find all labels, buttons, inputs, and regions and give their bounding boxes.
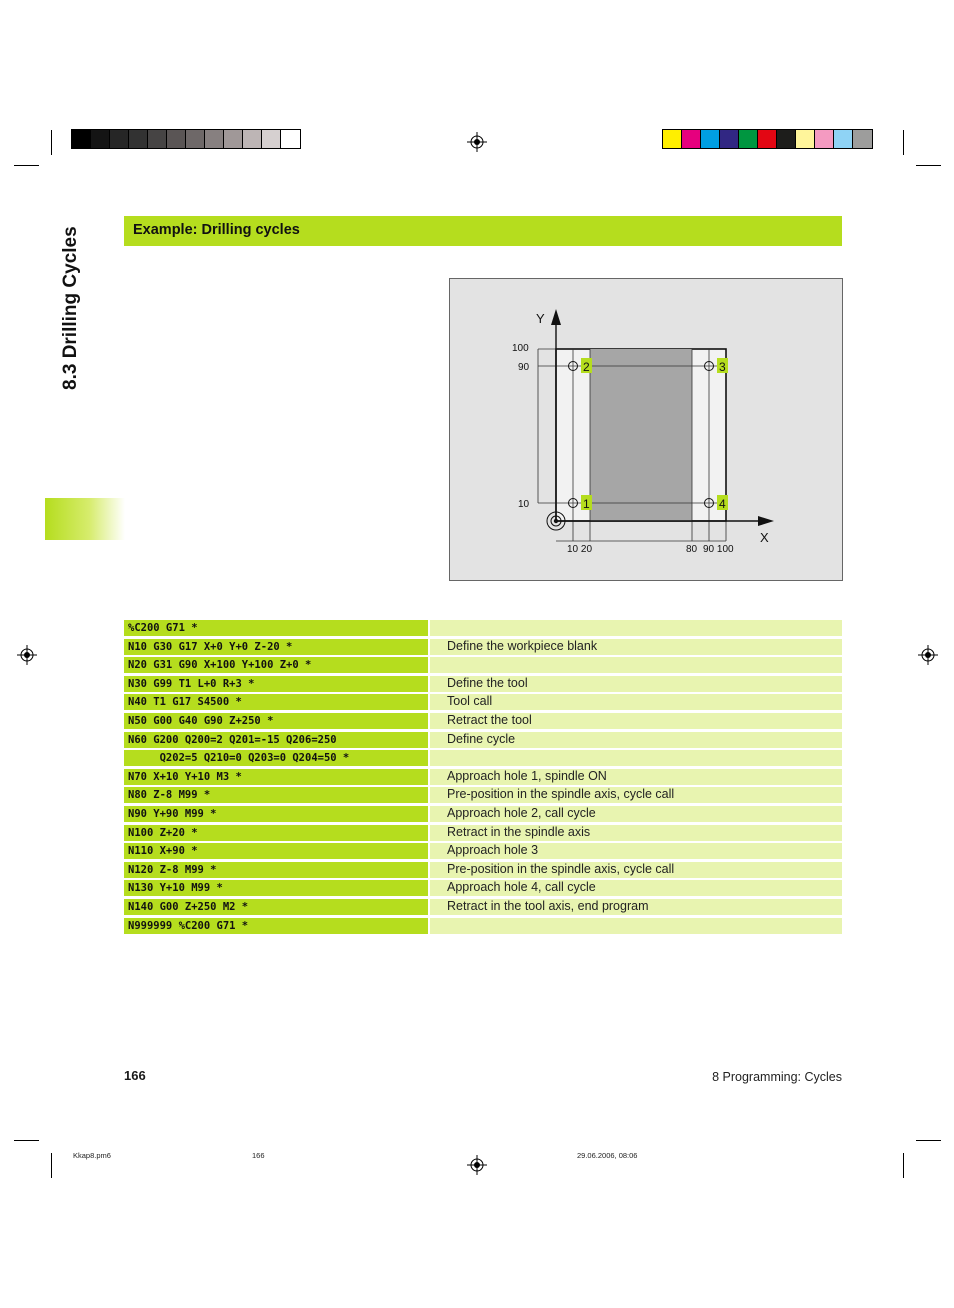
color-swatch bbox=[110, 130, 129, 148]
color-swatch bbox=[243, 130, 262, 148]
hole-label: 4 bbox=[719, 497, 726, 511]
color-swatch bbox=[682, 130, 701, 148]
nc-comment: Define the tool bbox=[430, 676, 842, 692]
nc-code-line: N40 T1 G17 S4500 * bbox=[124, 694, 428, 710]
hole-label: 3 bbox=[719, 360, 726, 374]
program-row bbox=[124, 713, 842, 732]
color-swatch bbox=[224, 130, 243, 148]
y-tick-label: 10 bbox=[518, 499, 530, 510]
nc-code-line: %C200 G71 * bbox=[124, 620, 428, 636]
registration-target-icon bbox=[17, 645, 37, 665]
color-swatch bbox=[262, 130, 281, 148]
nc-code-line: N130 Y+10 M99 * bbox=[124, 880, 428, 896]
program-row bbox=[124, 694, 842, 713]
program-row bbox=[124, 620, 842, 639]
nc-code-line: N60 G200 Q200=2 Q201=-15 Q206=250 bbox=[124, 732, 428, 748]
color-swatch bbox=[91, 130, 110, 148]
nc-code-line: N100 Z+20 * bbox=[124, 825, 428, 841]
program-row bbox=[124, 732, 842, 751]
y-axis-label: Y bbox=[536, 311, 545, 326]
crop-mark bbox=[14, 165, 39, 166]
nc-comment: Approach hole 3 bbox=[430, 843, 842, 859]
crop-mark bbox=[916, 165, 941, 166]
color-swatch bbox=[186, 130, 205, 148]
y-axis-arrow-icon bbox=[551, 309, 561, 325]
crop-mark bbox=[916, 1140, 941, 1141]
sidebar-section-title: 8.3 Drilling Cycles bbox=[60, 226, 81, 390]
color-swatch bbox=[758, 130, 777, 148]
nc-code-line: N50 G00 G40 G90 Z+250 * bbox=[124, 713, 428, 729]
y-tick-label: 100 bbox=[512, 343, 529, 354]
nc-comment: Approach hole 4, call cycle bbox=[430, 880, 842, 896]
nc-program-table bbox=[124, 620, 842, 936]
slug-timestamp: 29.06.2006, 08:06 bbox=[577, 1151, 638, 1160]
registration-target-icon bbox=[918, 645, 938, 665]
nc-code-line: N999999 %C200 G71 * bbox=[124, 918, 428, 934]
section-title: Example: Drilling cycles bbox=[133, 222, 300, 238]
workpiece-pocket bbox=[590, 349, 692, 521]
color-swatch bbox=[148, 130, 167, 148]
program-row bbox=[124, 657, 842, 676]
nc-comment bbox=[430, 918, 842, 934]
registration-target-icon bbox=[467, 132, 487, 152]
nc-code-line: N90 Y+90 M99 * bbox=[124, 806, 428, 822]
program-row bbox=[124, 787, 842, 806]
program-row bbox=[124, 825, 842, 844]
nc-comment: Approach hole 2, call cycle bbox=[430, 806, 842, 822]
nc-comment: Tool call bbox=[430, 694, 842, 710]
color-swatch bbox=[205, 130, 224, 148]
program-row bbox=[124, 899, 842, 918]
program-row bbox=[124, 843, 842, 862]
nc-comment: Approach hole 1, spindle ON bbox=[430, 769, 842, 785]
grayscale-color-bar bbox=[71, 129, 301, 149]
color-swatch bbox=[796, 130, 815, 148]
color-swatch bbox=[777, 130, 796, 148]
nc-code-line: N10 G30 G17 X+0 Y+0 Z-20 * bbox=[124, 639, 428, 655]
nc-comment bbox=[430, 657, 842, 673]
crop-mark bbox=[903, 1153, 904, 1178]
nc-comment: Pre-position in the spindle axis, cycle call bbox=[430, 862, 842, 878]
program-row bbox=[124, 639, 842, 658]
program-row bbox=[124, 880, 842, 899]
nc-code-line: N80 Z-8 M99 * bbox=[124, 787, 428, 803]
color-swatch bbox=[834, 130, 853, 148]
nc-code-line: N20 G31 G90 X+100 Y+100 Z+0 * bbox=[124, 657, 428, 673]
x-tick-label: 80 bbox=[686, 544, 698, 555]
workpiece-figure bbox=[449, 278, 843, 581]
crop-mark bbox=[903, 130, 904, 155]
nc-comment bbox=[430, 750, 842, 766]
nc-code-line: N30 G99 T1 L+0 R+3 * bbox=[124, 676, 428, 692]
y-tick-label: 90 bbox=[518, 362, 530, 373]
program-row bbox=[124, 806, 842, 825]
x-axis-label: X bbox=[760, 530, 769, 545]
process-color-bar bbox=[662, 129, 873, 149]
nc-code-line: N120 Z-8 M99 * bbox=[124, 862, 428, 878]
crop-mark bbox=[14, 1140, 39, 1141]
color-swatch bbox=[129, 130, 148, 148]
nc-comment: Define the workpiece blank bbox=[430, 639, 842, 655]
page-number: 166 bbox=[124, 1068, 146, 1083]
crop-mark bbox=[51, 130, 52, 155]
color-swatch bbox=[739, 130, 758, 148]
x-tick-label: 10 20 bbox=[567, 544, 593, 555]
nc-code-line: N70 X+10 Y+10 M3 * bbox=[124, 769, 428, 785]
sidebar-tab-marker bbox=[45, 498, 125, 540]
program-row bbox=[124, 769, 842, 788]
nc-comment: Retract in the spindle axis bbox=[430, 825, 842, 841]
color-swatch bbox=[853, 130, 872, 148]
nc-comment: Define cycle bbox=[430, 732, 842, 748]
nc-comment: Retract in the tool axis, end program bbox=[430, 899, 842, 915]
slug-filename: Kkap8.pm6 bbox=[73, 1151, 111, 1160]
x-tick-label: 90 100 bbox=[703, 544, 734, 555]
color-swatch bbox=[72, 130, 91, 148]
chapter-footer: 8 Programming: Cycles bbox=[712, 1070, 842, 1084]
program-row bbox=[124, 676, 842, 695]
nc-comment: Retract the tool bbox=[430, 713, 842, 729]
program-row bbox=[124, 918, 842, 937]
nc-code-line: Q202=5 Q210=0 Q203=0 Q204=50 * bbox=[124, 750, 428, 766]
program-row bbox=[124, 750, 842, 769]
workpiece-drawing bbox=[450, 279, 844, 582]
crop-mark bbox=[51, 1153, 52, 1178]
hole-label: 1 bbox=[583, 497, 590, 511]
slug-page: 166 bbox=[252, 1151, 265, 1160]
color-swatch bbox=[663, 130, 682, 148]
nc-comment: Pre-position in the spindle axis, cycle call bbox=[430, 787, 842, 803]
x-axis-arrow-icon bbox=[758, 516, 774, 526]
section-header-bar bbox=[124, 216, 842, 246]
hole-label: 2 bbox=[583, 360, 590, 374]
registration-target-icon bbox=[467, 1155, 487, 1175]
color-swatch bbox=[281, 130, 300, 148]
color-swatch bbox=[701, 130, 720, 148]
nc-comment bbox=[430, 620, 842, 636]
program-row bbox=[124, 862, 842, 881]
nc-code-line: N140 G00 Z+250 M2 * bbox=[124, 899, 428, 915]
color-swatch bbox=[815, 130, 834, 148]
color-swatch bbox=[720, 130, 739, 148]
nc-code-line: N110 X+90 * bbox=[124, 843, 428, 859]
color-swatch bbox=[167, 130, 186, 148]
